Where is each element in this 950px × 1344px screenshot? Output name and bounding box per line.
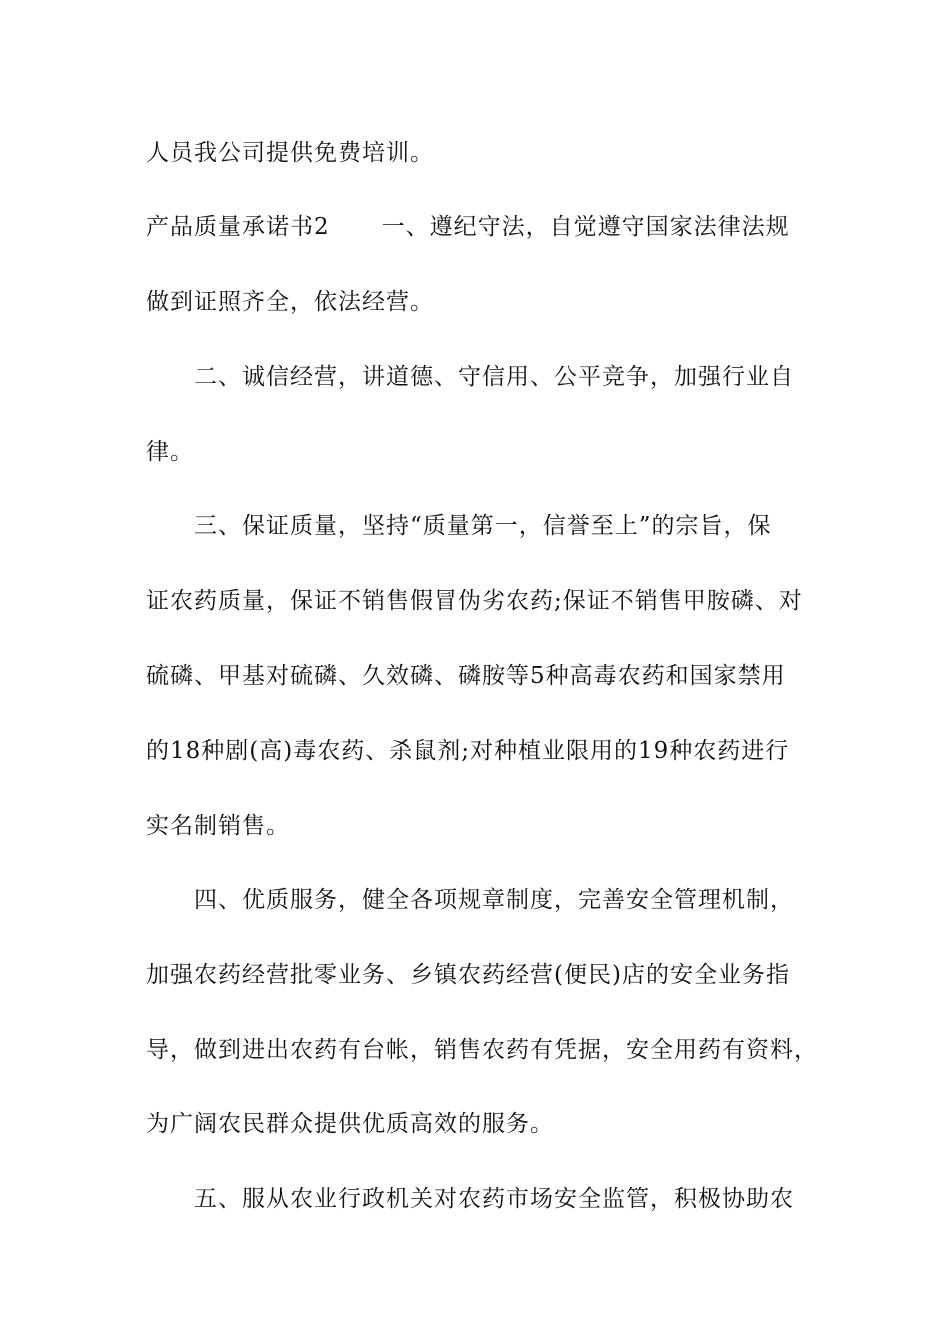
paragraph-line: 导，做到进出农药有台帐，销售农药有凭据，安全用药有资料， bbox=[146, 1037, 818, 1063]
heading-line bbox=[146, 212, 790, 242]
paragraph-line: 实名制销售。 bbox=[146, 813, 290, 839]
document-title: 产品质量承诺书2 bbox=[146, 214, 330, 240]
paragraph-line: 加强农药经营批零业务、乡镇农药经营(便民)店的安全业务指 bbox=[146, 962, 790, 988]
paragraph-line: 人员我公司提供免费培训。 bbox=[146, 140, 434, 166]
paragraph-line: 为广阔农民群众提供优质高效的服务。 bbox=[146, 1111, 554, 1137]
paragraph-line: 硫磷、甲基对硫磷、久效磷、磷胺等5种高毒农药和国家禁用 bbox=[146, 663, 786, 689]
paragraph-line: 一、遵纪守法，自觉遵守国家法律法规 bbox=[381, 214, 790, 240]
paragraph-line: 证农药质量，保证不销售假冒伪劣农药;保证不销售甲胺磷、对 bbox=[146, 588, 803, 614]
paragraph-line: 四、优质服务，健全各项规章制度，完善安全管理机制， bbox=[194, 887, 794, 913]
paragraph-line: 二、诚信经营，讲道德、守信用、公平竞争，加强行业自 bbox=[194, 364, 794, 390]
paragraph-line: 的18种剧(高)毒农药、杀鼠剂;对种植业限用的19种农药进行 bbox=[146, 738, 790, 764]
paragraph-line: 五、服从农业行政机关对农药市场安全监管，积极协助农 bbox=[194, 1186, 794, 1212]
paragraph-line: 三、保证质量，坚持“质量第一，信誉至上”的宗旨，保 bbox=[194, 513, 772, 539]
paragraph-line: 做到证照齐全，依法经营。 bbox=[146, 289, 434, 315]
paragraph-line: 律。 bbox=[146, 439, 194, 465]
